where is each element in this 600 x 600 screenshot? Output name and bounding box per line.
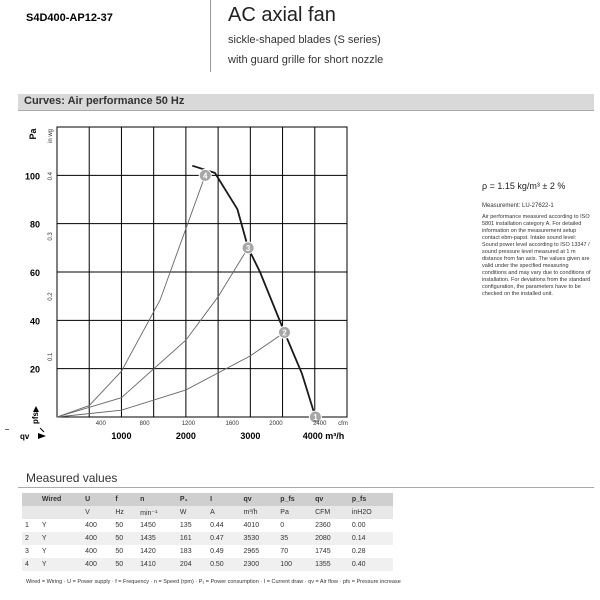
table-legend: Wired = Wiring · U = Power supply · f = Frequency · n = Speed (rpm) · P₁ = Power consumption · I = Current draw · qv = Air flow · pfs = Pressure increase <box>26 579 401 585</box>
unit-cell: A <box>207 506 240 519</box>
x-axis-label: qv <box>20 432 30 441</box>
table-cell: 400 <box>82 532 112 545</box>
header-divider <box>210 0 211 72</box>
col-header: qv <box>312 493 349 506</box>
product-subtitle-1: sickle-shaped blades (S series) <box>228 34 381 46</box>
table-cell: 1420 <box>137 545 177 558</box>
table-cell: 2080 <box>312 532 349 545</box>
y-axis-unit: Pa <box>28 128 38 140</box>
performance-curve <box>192 166 315 417</box>
y-tick-label: 80 <box>29 219 40 230</box>
y-axis-label: pfs <box>31 412 40 424</box>
measured-values-table <box>22 493 393 571</box>
table-cell: 50 <box>112 545 137 558</box>
table-cell: 0.50 <box>207 558 240 571</box>
table-cell: 0 <box>277 519 312 532</box>
unit-cell <box>22 506 39 519</box>
table-cell: 0.28 <box>349 545 393 558</box>
table-row <box>22 519 393 532</box>
table-cell: 3530 <box>241 532 278 545</box>
table-cell: Y <box>39 545 82 558</box>
unit-cell: W <box>177 506 207 519</box>
table-cell: 2300 <box>241 558 278 571</box>
table-cell: Y <box>39 519 82 532</box>
col-header: f <box>112 493 137 506</box>
table-row <box>22 532 393 545</box>
axis-arrow <box>40 428 44 432</box>
x-secondary-tick-label: 1200 <box>181 421 196 427</box>
col-header: qv <box>241 493 278 506</box>
y-tick-label: 40 <box>29 316 40 327</box>
operating-point-label: 3 <box>245 243 251 253</box>
page-marker <box>5 429 9 430</box>
system-curve <box>57 175 205 417</box>
unit-cell: inH2O <box>349 506 393 519</box>
operating-point-label: 4 <box>202 171 208 181</box>
measured-values-rule <box>18 487 594 488</box>
table-cell: 1435 <box>137 532 177 545</box>
x-tick-label: 1000 <box>111 431 132 441</box>
system-curve <box>57 248 248 417</box>
table-cell: 50 <box>112 519 137 532</box>
air-performance-chart <box>0 110 480 455</box>
table-cell: 204 <box>177 558 207 571</box>
y-axis-arrow-icon <box>33 406 39 412</box>
section-title: Curves: Air performance 50 Hz <box>24 95 185 107</box>
table-cell: 2360 <box>312 519 349 532</box>
table-cell: 0.44 <box>207 519 240 532</box>
table-cell: 0.14 <box>349 532 393 545</box>
section-header-bar <box>18 94 594 111</box>
col-header: Wired <box>39 493 82 506</box>
x-tick-label: 3000 <box>240 431 261 441</box>
table-cell: Y <box>39 532 82 545</box>
x-secondary-tick-label: 800 <box>139 421 150 427</box>
table-cell: 3 <box>22 545 39 558</box>
y-tick-label: 20 <box>29 364 40 375</box>
y-secondary-tick-label: 0.3 <box>48 232 55 241</box>
unit-cell: CFM <box>312 506 349 519</box>
table-cell: 1450 <box>137 519 177 532</box>
col-header: p_fs <box>349 493 393 506</box>
table-cell: 100 <box>277 558 312 571</box>
measurement-id: Measurement: LU-27622-1 <box>482 203 554 209</box>
col-header: n <box>137 493 177 506</box>
operating-point-label: 1 <box>313 413 318 422</box>
unit-cell: Pa <box>277 506 312 519</box>
unit-cell: min⁻¹ <box>137 506 177 519</box>
y-tick-label: 60 <box>29 268 40 278</box>
y-secondary-axis-unit: in wg <box>48 128 54 144</box>
col-header: U <box>82 493 112 506</box>
table-cell: 400 <box>82 545 112 558</box>
y-secondary-tick-label: 0.2 <box>48 292 55 301</box>
table-cell: 1410 <box>137 558 177 571</box>
table-cell: 1 <box>22 519 39 532</box>
x-secondary-tick-label: 2000 <box>269 421 283 427</box>
table-cell: 1355 <box>312 558 349 571</box>
table-header-row <box>22 493 393 506</box>
y-secondary-tick-label: 0.4 <box>48 172 55 181</box>
x-secondary-tick-label: 1600 <box>225 421 239 427</box>
col-header: I <box>207 493 240 506</box>
table-cell: 400 <box>82 558 112 571</box>
table-cell: 135 <box>177 519 207 532</box>
model-number: S4D400-AP12-37 <box>26 12 113 24</box>
x-tick-label: 2000 <box>175 431 196 441</box>
measurement-notes: Air performance measured according to ISO 5801 installation category A. For detailed information on the measurement setup contact ebm-papst. Intake sound level: Sound power level according to ISO 13347 / sound pressure level measured at 1 m distance from fan axis. The values given are valid under the specified measuring conditions and may vary due to conditions of installation. For deviations from the standard configuration, the parameters have to be checked on the installed unit. <box>482 214 591 297</box>
table-cell: 4010 <box>241 519 278 532</box>
product-title: AC axial fan <box>228 4 336 26</box>
x-tick-label: 4000 m³/h <box>302 431 345 441</box>
unit-cell: V <box>82 506 112 519</box>
table-cell: 35 <box>277 532 312 545</box>
col-header: P₁ <box>177 493 207 506</box>
measured-values-title: Measured values <box>26 471 118 485</box>
unit-cell: m³/h <box>241 506 278 519</box>
table-cell: 183 <box>177 545 207 558</box>
product-subtitle-2: with guard grille for short nozzle <box>228 54 384 66</box>
unit-cell <box>39 506 82 519</box>
table-cell: 50 <box>112 558 137 571</box>
table-cell: Y <box>39 558 82 571</box>
table-cell: 0.47 <box>207 532 240 545</box>
x-axis-arrow-icon <box>38 433 46 439</box>
table-cell: 0.40 <box>349 558 393 571</box>
x-secondary-tick-label: 2400 <box>313 421 327 427</box>
table-cell: 161 <box>177 532 207 545</box>
table-row <box>22 558 393 571</box>
table-cell: 50 <box>112 532 137 545</box>
table-row <box>22 545 393 558</box>
table-units-row <box>22 506 393 519</box>
table-cell: 70 <box>277 545 312 558</box>
y-secondary-tick-label: 0.1 <box>48 352 55 361</box>
table-cell: 4 <box>22 558 39 571</box>
table-cell: 400 <box>82 519 112 532</box>
col-header <box>22 493 39 506</box>
x-secondary-axis-unit: cfm <box>338 421 348 427</box>
table-cell: 2965 <box>241 545 278 558</box>
table-cell: 1745 <box>312 545 349 558</box>
density-note: ρ = 1.15 kg/m³ ± 2 % <box>482 181 566 191</box>
unit-cell: Hz <box>112 506 137 519</box>
y-tick-label: 100 <box>24 171 40 182</box>
x-secondary-tick-label: 400 <box>95 421 106 427</box>
table-cell: 0.49 <box>207 545 240 558</box>
col-header: p_fs <box>277 493 312 506</box>
table-cell: 0.00 <box>349 519 393 532</box>
table-cell: 2 <box>22 532 39 545</box>
operating-point-label: 2 <box>282 328 287 338</box>
